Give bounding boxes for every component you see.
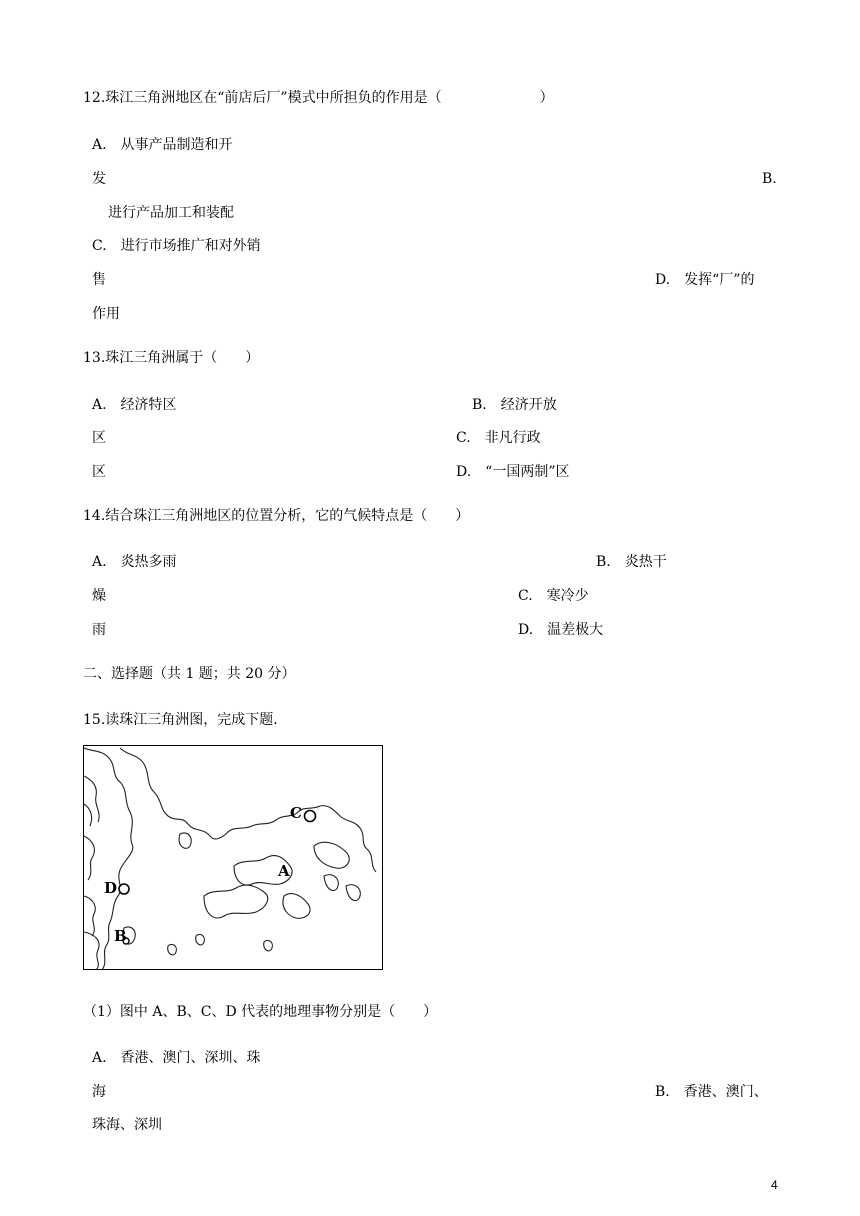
q13-option-a: A. 经济特区 — [92, 397, 177, 413]
q13-option-b: B. 经济开放 — [472, 397, 557, 413]
q15-option-a: A. 香港、澳门、深圳、珠 — [92, 1050, 261, 1066]
q12-option-a-cont: 发 — [92, 171, 106, 187]
q12-option-a: A. 从事产品制造和开 — [92, 137, 233, 153]
q13-option-a-cont: 区 — [92, 430, 106, 446]
q14-stem: 14.结合珠江三角洲地区的位置分析，它的气候特点是（ ） — [83, 508, 470, 524]
q14-option-a: A. 炎热多雨 — [92, 554, 177, 570]
map-label-c: C — [290, 804, 302, 822]
q15-stem: 15.读珠江三角洲图，完成下题. — [83, 712, 278, 728]
page-number: 4 — [771, 1178, 778, 1192]
q12-option-d: D. 发挥“厂”的 — [655, 272, 755, 288]
map-drawing — [84, 746, 384, 971]
map-label-d: D — [104, 879, 118, 897]
q14-option-b-cont: 燥 — [92, 588, 106, 604]
section-2-heading: 二、选择题（共 1 题；共 20 分） — [83, 666, 296, 682]
q12-option-c: C. 进行市场推广和对外销 — [92, 238, 261, 254]
q13-option-c-cont: 区 — [92, 464, 106, 480]
q14-option-c-cont: 雨 — [92, 622, 106, 638]
q12-option-b-key: B. — [762, 171, 777, 187]
q12-stem: 12.珠江三角洲地区在“前店后厂”模式中所担负的作用是（ ） — [83, 90, 554, 106]
q13-stem: 13.珠江三角洲属于（ ） — [83, 350, 260, 366]
q12-option-d-cont: 作用 — [92, 306, 120, 322]
q12-option-c-cont: 售 — [92, 272, 106, 288]
q14-option-b: B. 炎热干 — [596, 554, 667, 570]
q14-option-c: C. 寒冷少 — [518, 588, 589, 604]
q12-option-b: 进行产品加工和装配 — [108, 205, 234, 221]
q15-option-b: B. 香港、澳门、 — [655, 1084, 768, 1100]
map-label-a: A — [278, 862, 290, 880]
map-label-b: B — [114, 927, 127, 945]
q13-option-d: D. “一国两制”区 — [456, 464, 570, 480]
q15-option-a-cont: 海 — [92, 1084, 106, 1100]
q15-sub1-stem: （1）图中 A、B、C、D 代表的地理事物分别是（ ） — [83, 1004, 438, 1020]
q15-option-b-cont: 珠海、深圳 — [92, 1117, 162, 1133]
pearl-river-delta-map — [83, 745, 383, 970]
q13-option-c: C. 非凡行政 — [456, 430, 541, 446]
q14-option-d: D. 温差极大 — [518, 622, 604, 638]
